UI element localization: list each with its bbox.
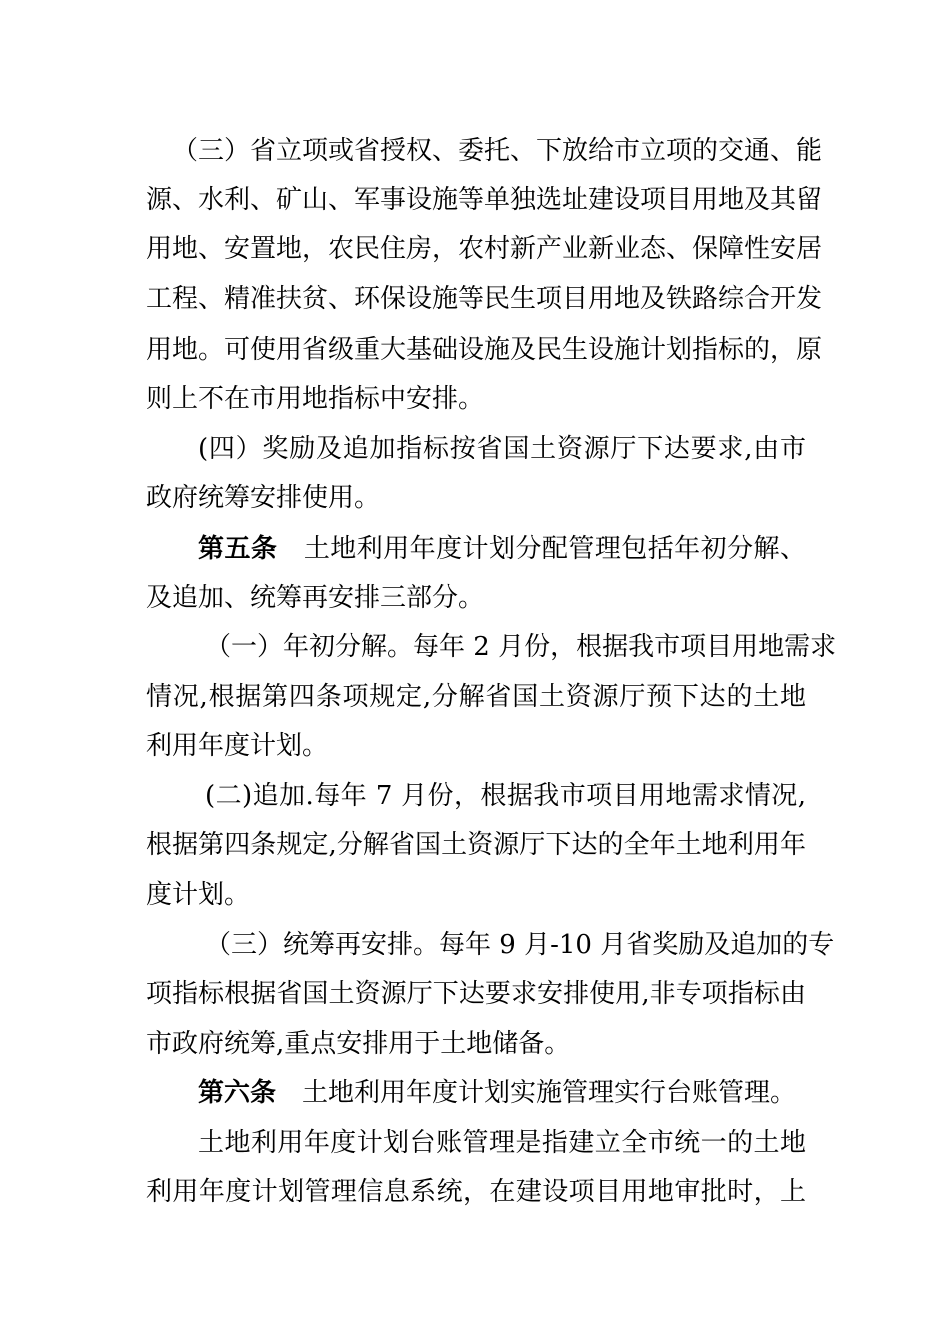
paragraph-2-line-1: (四）奖励及追加指标按省国土资源厅下达要求,由市 [198,434,806,464]
paragraph-1-line-4: 工程、精准扶贫、环保设施等民生项目用地及铁路综合开发 [146,284,823,314]
paragraph-8-line-2: 利用年度计划管理信息系统，在建设项目用地审批时，上 [146,1177,806,1207]
paragraph-1-line-6: 则上不在市用地指标中安排。 [146,384,485,414]
paragraph-4-line-2: 情况,根据第四条项规定,分解省国土资源厅预下达的土地 [146,682,806,712]
article-5-line-1 [198,529,806,569]
article-6-line-1 [198,1073,806,1113]
paragraph-4-line-3: 利用年度计划。 [146,731,329,761]
paragraph-5-line-1: (二)追加.每年 7 月份，根据我市项目用地需求情况, [205,781,806,811]
paragraph-6-line-3: 市政府统筹,重点安排用于土地储备。 [146,1029,571,1059]
article-6-text: 土地利用年度计划实施管理实行台账管理。 [302,1078,797,1108]
paragraph-4-line-1: （一）年初分解。每年 2 月份，根据我市项目用地需求 [205,632,837,662]
article-5-text: 土地利用年度计划分配管理包括年初分解、 [303,534,806,564]
paragraph-6-line-1: （三）统筹再安排。每年 9 月-10 月省奖励及追加的专 [205,930,835,960]
paragraph-1-line-1: （三）省立项或省授权、委托、下放给市立项的交通、能 [172,136,823,166]
paragraph-5-line-2: 根据第四条规定,分解省国土资源厅下达的全年土地利用年 [146,830,806,860]
paragraph-5-line-3: 度计划。 [146,880,251,910]
paragraph-2-line-2: 政府统筹安排使用。 [146,483,381,513]
paragraph-8-line-1: 土地利用年度计划台账管理是指建立全市统一的土地 [198,1128,806,1158]
paragraph-1-line-3: 用地、安置地，农民住房，农村新产业新业态、保障性安居 [146,234,823,264]
paragraph-1-line-2: 源、水利、矿山、军事设施等单独选址建设项目用地及其留 [146,185,823,215]
paragraph-6-line-2: 项指标根据省国土资源厅下达要求安排使用,非专项指标由 [146,979,806,1009]
paragraph-1-line-5: 用地。可使用省级重大基础设施及民生设施计划指标的，原 [146,335,823,365]
article-6-label: 第六条 [198,1078,277,1108]
article-5-label: 第五条 [198,534,278,564]
article-5-line-2: 及追加、统筹再安排三部分。 [146,583,485,613]
